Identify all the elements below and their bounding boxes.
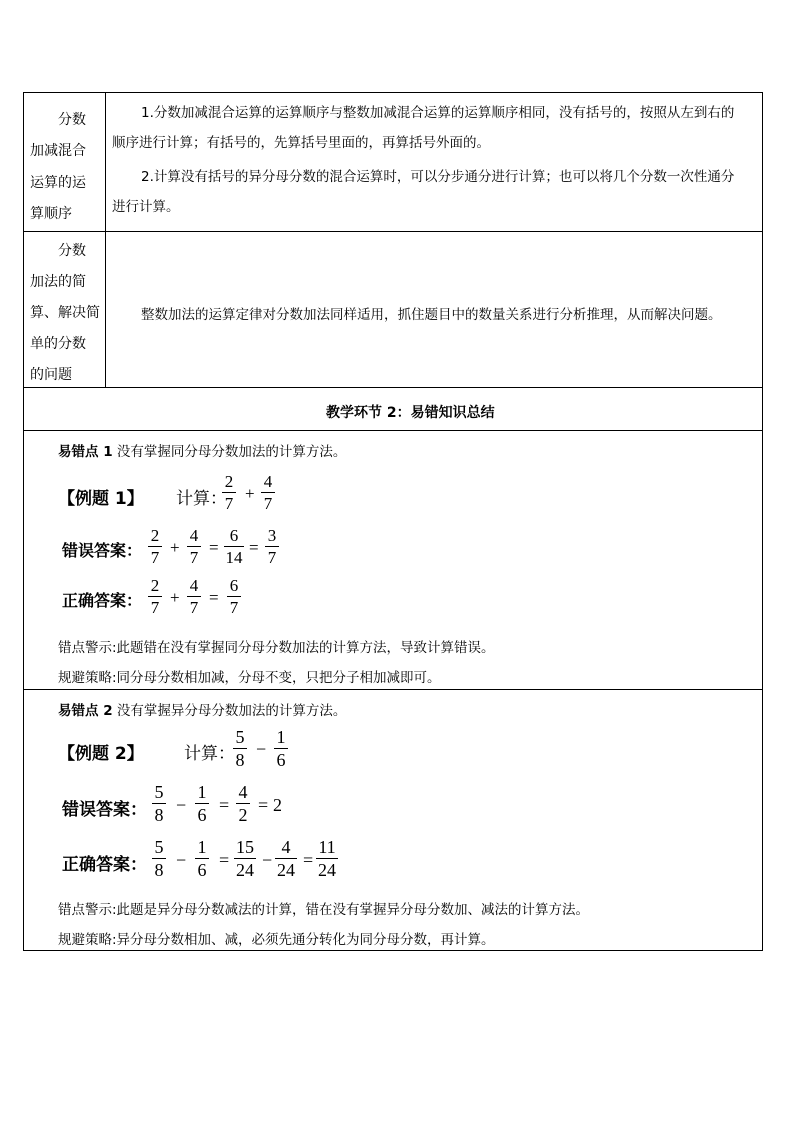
order-para2-line2: 进行计算。: [112, 199, 180, 215]
fraction: 1 6: [195, 783, 209, 824]
error1-heading: [58, 440, 346, 460]
fraction: 2 7: [222, 473, 236, 512]
right2-label: 正确答案：: [62, 855, 147, 875]
fraction: 6 7: [227, 577, 241, 616]
operator: +: [170, 538, 180, 557]
fraction: 1 6: [274, 728, 288, 769]
equals: =: [219, 850, 230, 870]
equals: =: [258, 795, 269, 815]
operator: −: [256, 739, 267, 759]
row-divider: [24, 430, 762, 431]
fraction: 5 8: [152, 838, 166, 879]
wrong1-label: 错误答案：: [62, 541, 143, 560]
label-line: 算、解决简: [30, 305, 100, 321]
example2-label: 【例题 2】: [58, 744, 144, 764]
simple-content: 整数加法的运算定律对分数加法同样适用，抓住题目中的数量关系进行分析推理，从而解决问题。: [141, 307, 722, 323]
fraction: 6 14: [225, 526, 243, 567]
equals: =: [249, 538, 259, 557]
error1-strategy: 规避策略:同分母分数相加减，分母不变，只把分子相加减即可。: [58, 670, 441, 686]
error1-heading-bold: 易错点 1: [58, 444, 113, 460]
fraction: 3 7: [265, 527, 279, 566]
fraction: 5 8: [152, 783, 166, 824]
equals: =: [209, 538, 219, 557]
error2-heading-bold: 易错点 2: [58, 703, 113, 719]
equals: =: [219, 795, 230, 815]
label-line: 运算的运: [30, 175, 86, 191]
column-divider: [105, 93, 106, 387]
label-line: 加法的简: [30, 274, 86, 290]
fraction: 4 2: [236, 783, 250, 824]
fraction: 4 24: [277, 837, 295, 880]
fraction: 4 7: [187, 577, 201, 616]
operator: +: [245, 484, 255, 503]
content-table: [23, 92, 763, 951]
fraction: 1 6: [195, 838, 209, 879]
operator: −: [176, 850, 187, 870]
fraction: 11 24: [318, 837, 336, 880]
fraction: 5 8: [233, 728, 247, 769]
row-divider: [24, 689, 762, 690]
error2-warning: 错点警示:此题是异分母分数减法的计算，错在没有掌握异分母分数加、减法的计算方法。: [58, 902, 590, 918]
operator: −: [176, 795, 187, 815]
section-title: 教学环节 2：易错知识总结: [326, 405, 495, 421]
example1-calc-label: 计算：: [176, 489, 227, 509]
label-line: 分数: [58, 243, 86, 259]
error2-heading: [58, 699, 346, 719]
order-para1-line1: 1.分数加减混合运算的运算顺序与整数加减混合运算的运算顺序相同，没有括号的，按照从左到右的: [141, 105, 735, 121]
fraction: 4 7: [261, 473, 275, 512]
label-line: 加减混合: [30, 143, 86, 159]
label-line: 的问题: [30, 367, 72, 383]
row-divider: [24, 231, 762, 232]
equals: =: [303, 850, 314, 870]
order-para1-line2: 顺序进行计算；有括号的，先算括号里面的，再算括号外面的。: [112, 135, 490, 151]
label-line: 单的分数: [30, 336, 86, 352]
equals: =: [209, 588, 219, 607]
order-para2-line1: 2.计算没有括号的异分母分数的混合运算时，可以分步通分进行计算；也可以将几个分数一次性通分: [141, 169, 735, 185]
right1-label: 正确答案：: [62, 591, 143, 610]
error2-heading-text: 没有掌握异分母分数加法的计算方法。: [112, 703, 347, 719]
label-line: 算顺序: [30, 206, 72, 222]
fraction: 2 7: [148, 577, 162, 616]
operator: −: [262, 850, 273, 870]
wrong2-label: 错误答案：: [62, 800, 147, 820]
example2-calc-label: 计算：: [184, 744, 235, 764]
error2-strategy: 规避策略:异分母分数相加、减，必须先通分转化为同分母分数，再计算。: [58, 932, 495, 948]
fraction: 2 7: [148, 527, 162, 566]
result: 2: [273, 795, 282, 815]
error1-warning: 错点警示:此题错在没有掌握同分母分数加法的计算方法，导致计算错误。: [58, 640, 495, 656]
error1-heading-text: 没有掌握同分母分数加法的计算方法。: [112, 444, 347, 460]
row-divider: [24, 387, 762, 388]
fraction: 15 24: [236, 837, 254, 880]
label-line: 分数: [58, 112, 86, 128]
fraction: 4 7: [187, 527, 201, 566]
example1-label: 【例题 1】: [58, 489, 144, 509]
operator: +: [170, 588, 180, 607]
